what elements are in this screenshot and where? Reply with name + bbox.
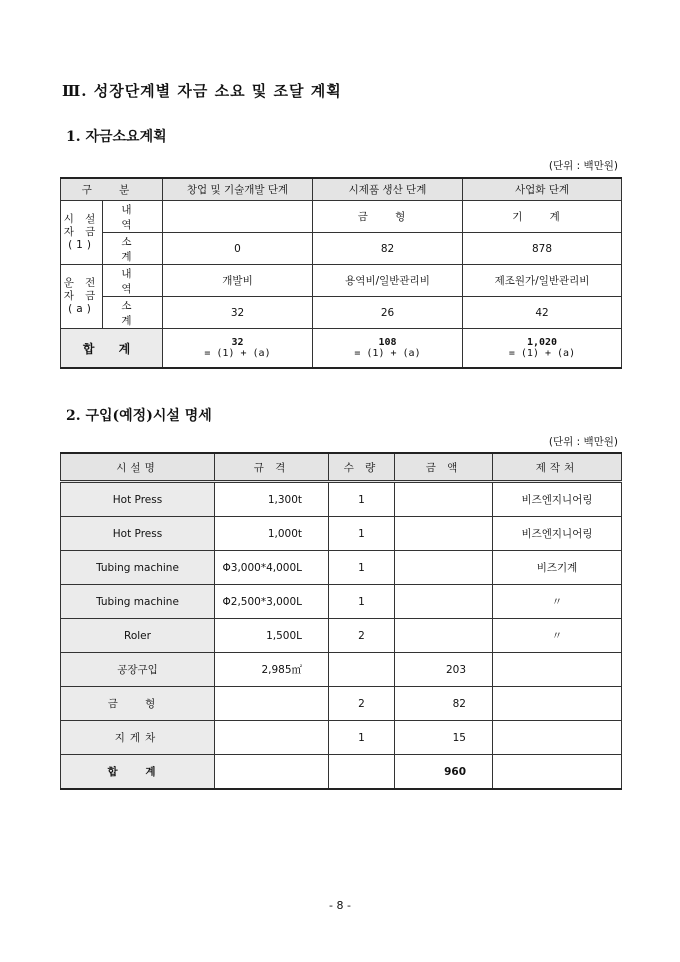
row-spec: 1,500L (215, 619, 329, 653)
row-qty: 2 (329, 619, 395, 653)
row-name: 공장구입 (61, 653, 215, 687)
row-spec: 1,300t (215, 482, 329, 517)
row-name: Roler (61, 619, 215, 653)
facility-detail-stage2: 금 형 (313, 201, 463, 233)
row-amount: 15 (395, 721, 493, 755)
row-qty: 1 (329, 585, 395, 619)
row-qty: 1 (329, 482, 395, 517)
fund-plan-unit: (단위 : 백만원) (548, 160, 618, 172)
fund-plan-title: 1. 자금소요계획 (66, 129, 167, 145)
row-spec (215, 721, 329, 755)
facility-spec-total-amount: 960 (395, 755, 493, 790)
facility-subtotal-label: 소 계 (103, 233, 163, 265)
row-maker (493, 721, 622, 755)
table-row (61, 619, 622, 653)
operating-subtotal-stage2: 26 (313, 297, 463, 329)
row-amount (395, 517, 493, 551)
table-row (61, 585, 622, 619)
row-amount (395, 551, 493, 585)
row-maker: 비즈엔지니어링 (493, 517, 622, 551)
row-amount (395, 482, 493, 517)
row-amount: 203 (395, 653, 493, 687)
total-stage3-value: 1,020 (526, 337, 558, 348)
total-stage1-value: 32 (231, 337, 244, 348)
row-name: Hot Press (61, 517, 215, 551)
total-maker-empty (493, 755, 622, 790)
row-qty (329, 653, 395, 687)
table-row (61, 653, 622, 687)
row-spec: Φ2,500*3,000L (215, 585, 329, 619)
row-qty: 1 (329, 517, 395, 551)
facility-spec-header-row (61, 453, 622, 482)
facility-spec-table (60, 452, 622, 790)
total-stage2-formula: = (1) + (a) (354, 348, 421, 359)
header-stage1: 창업 및 기술개발 단계 (163, 178, 313, 201)
row-amount (395, 619, 493, 653)
total-qty-empty (329, 755, 395, 790)
header-stage3: 사업화 단계 (463, 178, 622, 201)
header-qty: 수 량 (329, 453, 395, 482)
table-row (61, 551, 622, 585)
total-stage3-formula: = (1) + (a) (508, 348, 576, 359)
row-name: Tubing machine (61, 551, 215, 585)
row-name: Hot Press (61, 482, 215, 517)
facility-spec-total-row (61, 755, 622, 790)
operating-subtotal-label: 소 계 (103, 297, 163, 329)
row-maker (493, 653, 622, 687)
page-number: - 8 - (329, 899, 351, 912)
operating-fund-group: 운 전 자 금 (a) (61, 265, 103, 329)
header-category: 구 분 (61, 178, 163, 201)
table-row (61, 721, 622, 755)
row-name: 지게차 (61, 721, 215, 755)
facility-subtotal-stage1: 0 (163, 233, 313, 265)
facility-detail-row (61, 201, 622, 233)
total-stage1 (163, 329, 313, 369)
row-amount (395, 585, 493, 619)
table-row (61, 687, 622, 721)
fund-plan-total-label: 합 계 (61, 329, 163, 369)
row-spec: 1,000t (215, 517, 329, 551)
facility-spec-unit: (단위 : 백만원) (548, 436, 618, 448)
operating-detail-stage2: 용역비/일반관리비 (313, 265, 463, 297)
row-qty: 1 (329, 551, 395, 585)
header-amount: 금 액 (395, 453, 493, 482)
header-maker: 제작처 (493, 453, 622, 482)
header-spec: 규 격 (215, 453, 329, 482)
row-spec (215, 687, 329, 721)
header-stage2: 시제품 생산 단계 (313, 178, 463, 201)
operating-subtotal-stage3: 42 (463, 297, 622, 329)
operating-subtotal-stage1: 32 (163, 297, 313, 329)
facility-detail-stage3: 기 계 (463, 201, 622, 233)
operating-detail-label: 내 역 (103, 265, 163, 297)
facility-spec-title: 2. 구입(예정)시설 명세 (66, 408, 212, 424)
row-maker: 〃 (493, 585, 622, 619)
facility-fund-group: 시 설 자 금 (1) (61, 201, 103, 265)
facility-subtotal-stage2: 82 (313, 233, 463, 265)
table-row (61, 517, 622, 551)
section-title: Ⅲ. 성장단계별 자금 소요 및 조달 계획 (62, 82, 342, 100)
total-stage3 (463, 329, 622, 369)
facility-spec-total-label: 합 계 (61, 755, 215, 790)
fund-plan-header-row (61, 178, 622, 201)
operating-detail-stage3: 제조원가/일반관리비 (463, 265, 622, 297)
total-stage2-value: 108 (378, 337, 397, 348)
facility-detail-stage1 (163, 201, 313, 233)
row-name: Tubing machine (61, 585, 215, 619)
total-spec-empty (215, 755, 329, 790)
row-amount: 82 (395, 687, 493, 721)
row-spec: Φ3,000*4,000L (215, 551, 329, 585)
facility-detail-label: 내 역 (103, 201, 163, 233)
facility-subtotal-row (61, 233, 622, 265)
total-stage1-formula: = (1) + (a) (204, 348, 271, 359)
row-maker (493, 687, 622, 721)
row-qty: 1 (329, 721, 395, 755)
fund-plan-total-row (61, 329, 622, 369)
operating-detail-stage1: 개발비 (163, 265, 313, 297)
row-maker: 〃 (493, 619, 622, 653)
operating-subtotal-row (61, 297, 622, 329)
total-stage2 (313, 329, 463, 369)
row-maker: 비즈기계 (493, 551, 622, 585)
fund-plan-table (60, 177, 622, 369)
operating-detail-row (61, 265, 622, 297)
row-maker: 비즈엔지니어링 (493, 482, 622, 517)
row-qty: 2 (329, 687, 395, 721)
row-spec: 2,985㎡ (215, 653, 329, 687)
facility-subtotal-stage3: 878 (463, 233, 622, 265)
table-row (61, 482, 622, 517)
row-name: 금 형 (61, 687, 215, 721)
header-name: 시설명 (61, 453, 215, 482)
